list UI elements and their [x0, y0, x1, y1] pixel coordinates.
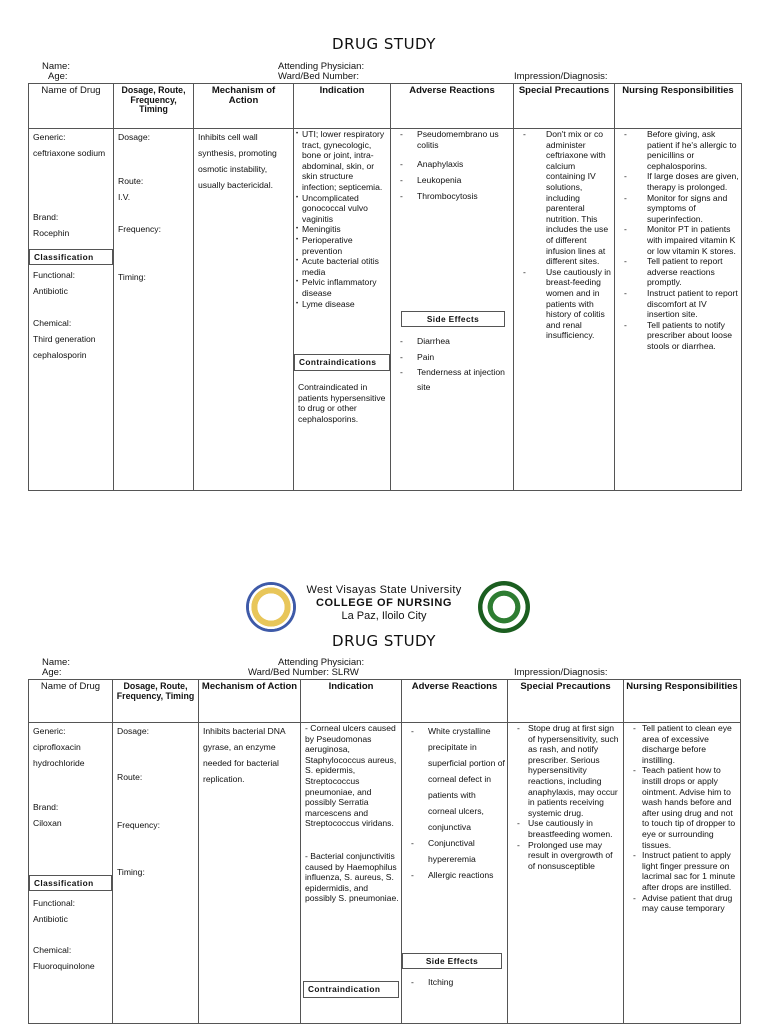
nursing-item: - Monitor PT in patients with impaired vitamin K or low vitamin K stores. — [615, 224, 739, 256]
nursing-item: - Instruct patient to apply light finger pressure on lacrimal sac for 1 minute after drops are instilled. — [624, 850, 739, 892]
header-adverse-1: Adverse Reactions — [391, 84, 514, 129]
brand-label-1: Brand: — [33, 212, 59, 222]
precautions-cell-1 — [514, 129, 615, 491]
adverse-list-2 — [402, 723, 506, 883]
side-effects-box-2: Side Effects — [402, 953, 502, 969]
nursing-list-1 — [615, 129, 739, 351]
impression-label-1: Impression/Diagnosis: — [514, 71, 608, 82]
indication-item: • Pelvic inflammatory disease — [296, 277, 389, 298]
indication-item: • Meningitis — [296, 224, 389, 235]
nursing-list-2 — [624, 723, 739, 914]
chemical-label-2: Chemical: — [33, 945, 72, 955]
adverse-item: - White crystalline precipitate in superficial portion of corneal defect in patients with corneal ulcers, conjunctiva — [402, 723, 506, 835]
adverse-list-1 — [391, 129, 511, 204]
nursing-item: - Teach patient how to instill drops or apply ointment. Advise him to wash hands before and after using drug and not to touch tip of dropper to eye or surrounding tissues. — [624, 765, 739, 850]
indication-cell-2 — [301, 723, 402, 1024]
precaution-item: - Prolonged use may result in overgrowth of of nonsusceptible — [508, 840, 622, 872]
dosage-cell-1 — [114, 129, 194, 491]
chemical-label-1: Chemical: — [33, 318, 72, 328]
header-indication-2: Indication — [301, 680, 402, 723]
nursing-item: - Before giving, ask patient if he's allergic to penicillins or cephalosporins. — [615, 129, 739, 171]
route-label-1: Route: — [118, 176, 144, 186]
nursing-item: - Monitor for signs and symptoms of superinfection. — [615, 193, 739, 225]
side-effect-item: - Itching — [402, 974, 506, 990]
nursing-cell-1 — [615, 129, 742, 491]
dosage-label-2: Dosage: — [117, 726, 150, 736]
indication-item: - Corneal ulcers caused by Pseudomonas aeruginosa, Staphylococcus aureus, S. epidermis, Streptococcus pneumoniae, and possibly Serratia marcescens and Streptococcus viridans. — [305, 723, 397, 829]
indication-cell-1 — [294, 129, 391, 491]
name-of-drug-cell-2 — [29, 723, 113, 1024]
route-value-1: I.V. — [118, 192, 131, 202]
chemical-value-2: Fluoroquinolone — [33, 961, 95, 971]
adverse-item: - Anaphylaxis — [391, 156, 511, 172]
drug-study-title-2: DRUG STUDY — [332, 632, 436, 650]
functional-label-1: Functional: — [33, 270, 76, 280]
classification-box-1: Classification — [29, 249, 113, 265]
route-label-2: Route: — [117, 772, 143, 782]
age-label-2: Age: — [42, 667, 62, 678]
side-effect-item: - Tenderness at injection site — [391, 365, 509, 395]
header-name-of-drug-1: Name of Drug — [29, 84, 114, 129]
nursing-item: - Tell patient to report adverse reactions promptly. — [615, 256, 739, 288]
generic-label-1: Generic: — [33, 132, 66, 142]
precautions-list-1 — [514, 129, 614, 341]
indication-item: • UTI; lower respiratory tract, gynecologic, bone or joint, intra-abdominal, skin, or skin structure infection; septicemia. — [296, 129, 389, 193]
mechanism-text-1: Inhibits cell wall synthesis, promoting osmotic instability, usually bactericidal. — [198, 132, 277, 190]
brand-label-2: Brand: — [33, 802, 59, 812]
precaution-item: - Stope drug at first sign of hypersensitivity, such as rash, and notify prescriber. Serious hypersensitivity reactions, including anaphylaxis, may occur in patients receiving systemic drug. — [508, 723, 622, 818]
brand-value-2: Ciloxan — [33, 818, 62, 828]
attending-physician-label-1: Attending Physician: — [278, 61, 365, 72]
drug-study-table-2 — [28, 679, 741, 1024]
adverse-item: - Conjunctival hypereremia — [402, 835, 506, 867]
side-effects-list-1 — [391, 333, 509, 395]
generic-value-2: ciprofloxacin hydrochloride — [33, 742, 85, 768]
nursing-item: - If large doses are given, therapy is prolonged. — [615, 171, 739, 192]
attending-physician-label-2: Attending Physician: — [278, 657, 365, 668]
mechanism-cell-1 — [194, 129, 294, 491]
generic-value-1: ceftriaxone sodium — [33, 148, 106, 158]
indication-item: • Acute bacterial otitis media — [296, 256, 389, 277]
precaution-item: - Use cautiously in breast-feeding women and in patients with history of colitis and renal insufficiency. — [514, 267, 614, 341]
indication-item: • Uncomplicated gonococcal vulvo vaginitis — [296, 193, 389, 225]
mechanism-text-2: Inhibits bacterial DNA gyrase, an enzyme needed for bacterial replication. — [203, 726, 286, 784]
impression-label-2: Impression/Diagnosis: — [514, 667, 608, 678]
frequency-label-1: Frequency: — [118, 224, 161, 234]
header-dosage-2: Dosage, Route, Frequency, Timing — [113, 680, 199, 723]
timing-label-1: Timing: — [118, 272, 146, 282]
contraindication-box-2: Contraindication — [303, 981, 399, 998]
drug-study-table-1 — [28, 83, 742, 491]
timing-label-2: Timing: — [117, 867, 145, 877]
functional-label-2: Functional: — [33, 898, 76, 908]
adverse-cell-2 — [402, 723, 508, 1024]
adverse-cell-1 — [391, 129, 514, 491]
indication-item: • Perioperative prevention — [296, 235, 389, 256]
indication-item: - Bacterial conjunctivitis caused by Haemophilus influenza, S. aureus, S. epidermidis, and possibly S. pneumoniae. — [305, 851, 399, 904]
university-name: West Visayas State University — [306, 584, 462, 596]
precautions-list-2 — [508, 723, 622, 871]
header-nursing-2: Nursing Responsibilities — [624, 680, 741, 723]
adverse-item: - Pseudomembrano us colitis — [391, 129, 511, 151]
header-precautions-2: Special Precautions — [508, 680, 624, 723]
age-label-1: Age: — [48, 71, 68, 82]
side-effects-box-1: Side Effects — [401, 311, 505, 327]
adverse-item: - Thrombocytosis — [391, 188, 511, 204]
indication-item: • Lyme disease — [296, 299, 389, 310]
frequency-label-2: Frequency: — [117, 820, 160, 830]
header-adverse-2: Adverse Reactions — [402, 680, 508, 723]
contraindications-text-1: Contraindicated in patients hypersensitive to drug or other cephalosporins. — [298, 382, 386, 424]
side-effects-list-2 — [402, 974, 506, 990]
dosage-cell-2 — [113, 723, 199, 1024]
drug-study-title-1: DRUG STUDY — [332, 35, 436, 53]
college-location: La Paz, Iloilo City — [341, 610, 427, 622]
name-label-1: Name: — [42, 61, 70, 72]
mechanism-cell-2 — [199, 723, 301, 1024]
contraindications-box-1: Contraindications — [294, 354, 390, 371]
generic-label-2: Generic: — [33, 726, 66, 736]
classification-box-2: Classification — [29, 875, 112, 891]
name-of-drug-cell-1 — [29, 129, 114, 491]
header-indication-1: Indication — [294, 84, 391, 129]
nursing-item: - Tell patient to clean eye area of excessive discharge before instilling. — [624, 723, 739, 765]
header-mechanism-2: Mechanism of Action — [199, 680, 301, 723]
precaution-item: - Don't mix or co administer ceftriaxone with calcium containing IV solutions, including parenteral nutrition. This includes the use of different infusion lines at different sites. — [514, 129, 614, 267]
header-precautions-1: Special Precautions — [514, 84, 615, 129]
adverse-item: - Leukopenia — [391, 172, 511, 188]
precaution-item: - Use cautiously in breastfeeding women. — [508, 818, 622, 839]
college-name: COLLEGE OF NURSING — [315, 597, 453, 609]
header-nursing-1: Nursing Responsibilities — [615, 84, 742, 129]
indication-list-1 — [296, 129, 389, 309]
ward-bed-label-1: Ward/Bed Number: — [278, 71, 359, 82]
adverse-item: - Allergic reactions — [402, 867, 506, 883]
chemical-value-1: Third generation cephalosporin — [33, 334, 96, 360]
functional-value-1: Antibiotic — [33, 286, 68, 296]
precautions-cell-2 — [508, 723, 624, 1024]
dosage-label-1: Dosage: — [118, 132, 151, 142]
functional-value-2: Antibiotic — [33, 914, 68, 924]
nursing-item: - Advise patient that drug may cause temporary — [624, 893, 739, 914]
header-mechanism-1: Mechanism of Action — [194, 84, 294, 129]
nursing-item: - Tell patients to notify prescriber about loose stools or diarrhea. — [615, 320, 739, 352]
header-dosage-1: Dosage, Route, Frequency, Timing — [114, 84, 194, 129]
side-effect-item: - Diarrhea — [391, 333, 509, 349]
side-effect-item: - Pain — [391, 349, 509, 365]
ward-bed-label-2: Ward/Bed Number: SLRW — [248, 667, 359, 678]
name-label-2: Name: — [42, 657, 70, 668]
brand-value-1: Rocephin — [33, 228, 70, 238]
nursing-item: - Instruct patient to report discomfort at IV insertion site. — [615, 288, 739, 320]
nursing-cell-2 — [624, 723, 741, 1024]
header-name-of-drug-2: Name of Drug — [29, 680, 113, 723]
